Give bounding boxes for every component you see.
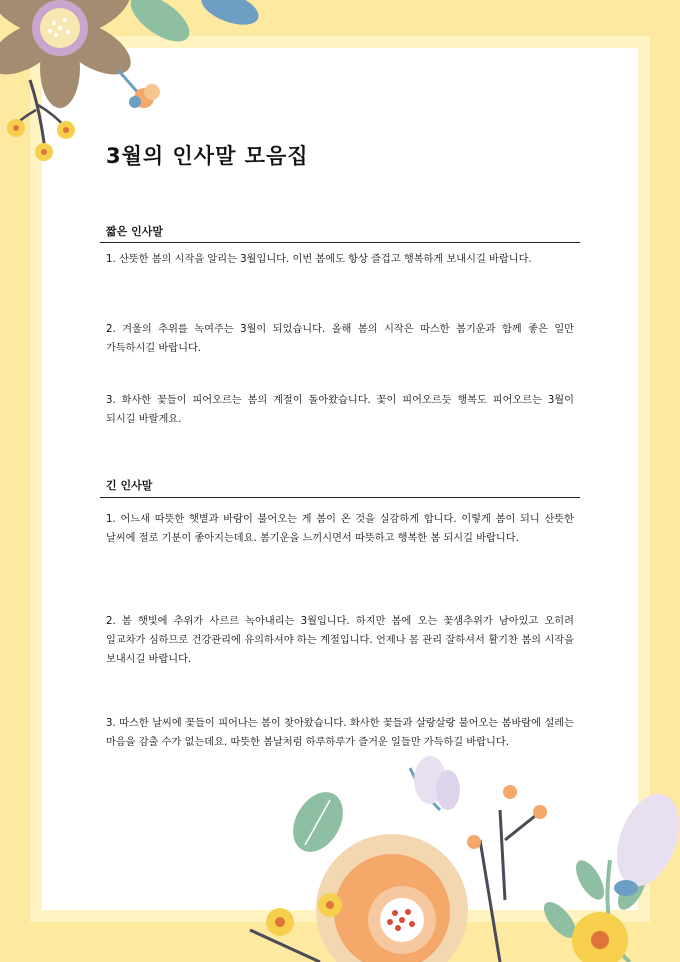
section-heading-short: 짧은 인사말 [106, 225, 163, 238]
greeting-long-2: 2. 봄 햇빛에 추위가 사르르 녹아내리는 3월입니다. 하지만 봄에 오는 꽃샘추위가 남아있고 오히려 일교차가 심하므로 건강관리에 유의하셔야 하는 계절입니다. 언제나 몸 관리 잘하셔서 활기찬 봄의 시작을 보내시길 바랍니다. [106, 616, 574, 665]
section-divider [100, 242, 580, 243]
section-heading-long: 긴 인사말 [106, 479, 153, 492]
section-divider [100, 497, 580, 498]
page-title: 3월의 인사말 모음집 [106, 144, 309, 168]
greeting-long-1: 1. 어느새 따뜻한 햇볕과 바람이 불어오는 게 봄이 온 것을 실감하게 합니다. 이렇게 봄이 되니 산뜻한 날씨에 절로 기분이 좋아지는데요. 봄기운을 느끼시면서 따뜻하고 행복한 봄 되시길 바랍니다. [106, 514, 574, 544]
greeting-short-1: 1. 산뜻한 봄의 시작을 알리는 3월입니다. 이번 봄에도 항상 즐겁고 행복하게 보내시길 바랍니다. [106, 254, 532, 265]
greeting-long-3: 3. 따스한 날씨에 꽃들이 피어나는 봄이 찾아왔습니다. 화사한 꽃들과 살랑살랑 불어오는 봄바람에 설레는 마음을 감출 수가 없는데요. 따뜻한 봄날처럼 하루하루가 즐거운 일들만 가득하길 바랍니다. [106, 718, 574, 748]
greeting-short-3: 3. 화사한 꽃들이 피어오르는 봄의 계절이 돌아왔습니다. 꽃이 피어오르듯 행복도 피어오르는 3월이 되시길 바랄게요. [106, 395, 574, 425]
greeting-short-2: 2. 겨울의 추위를 녹여주는 3월이 되었습니다. 올해 봄의 시작은 따스한 봄기운과 함께 좋은 일만 가득하시길 바랍니다. [106, 324, 574, 354]
